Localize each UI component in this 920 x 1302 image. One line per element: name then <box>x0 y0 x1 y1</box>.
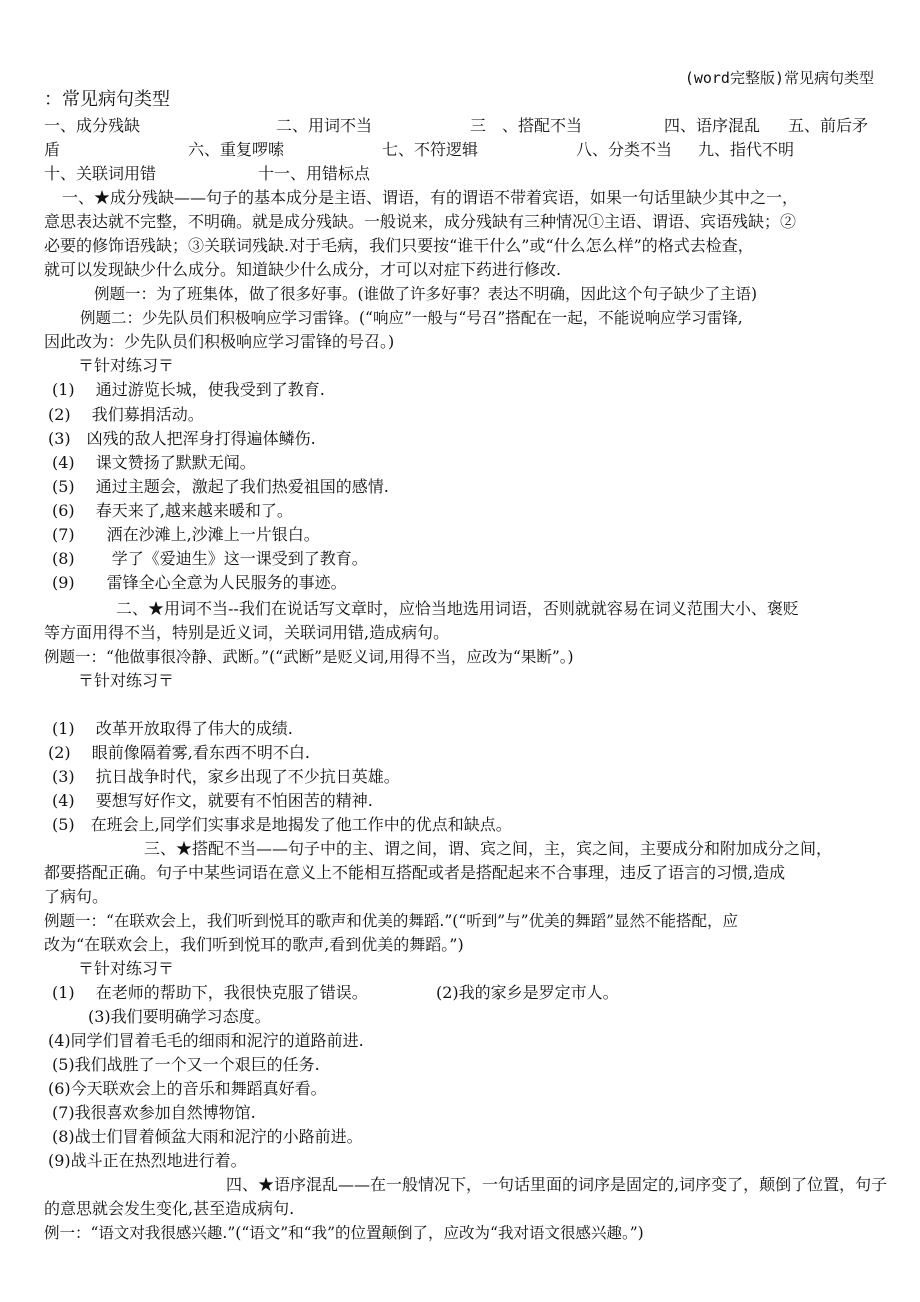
section1-example-2: 例题二：少先队员们积极响应学习雷锋。(“响应”一般与“号召”搭配在一起，不能说响应学习雷锋, <box>80 309 743 327</box>
practice-item: (1) 在老师的帮助下，我很快克服了错误。 <box>52 983 368 1002</box>
practice-item: (2) 眼前像隔着雾,看东西不明不白. <box>48 743 310 762</box>
section3-paragraph-line: 了病句。 <box>44 887 109 906</box>
running-header: (word完整版)常见病句类型 <box>684 69 874 87</box>
practice-item: (5)我们战胜了一个又一个艰巨的任务. <box>52 1055 320 1074</box>
practice-item: (6) 春天来了,越来越来暖和了。 <box>52 501 293 520</box>
section1-paragraph-line: 意思表达就不完整，不明确。就是成分残缺。一般说来，成分残缺有三种情况①主语、谓语、宾语残缺；② <box>44 212 797 231</box>
practice-item: (4) 课文赞扬了默默无闻。 <box>52 453 256 472</box>
category-7: 七、不符逻辑 <box>382 140 479 159</box>
category-9: 九、指代不明 <box>698 140 795 159</box>
category-row-1 <box>44 114 880 138</box>
section1-paragraph-line: 就可以发现缺少什么成分。知道缺少什么成分，才可以对症下药进行修改. <box>44 260 562 279</box>
practice-item: (5) 通过主题会，激起了我们热爱祖国的感情. <box>52 477 389 496</box>
section3-paragraph-line: 三、★搭配不当——句子中的主、谓之间，谓、宾之间，主，宾之间，主要成分和附加成分之间， <box>144 839 833 858</box>
category-8: 八、分类不当 <box>576 140 673 159</box>
practice-item: (7) 洒在沙滩上,沙滩上一片银白。 <box>52 525 320 544</box>
category-11: 十一、用错标点 <box>258 164 371 183</box>
practice-item: (8)战士们冒着倾盆大雨和泥泞的小路前进。 <box>52 1127 363 1146</box>
practice-item: (1) 通过游览长城，使我受到了教育. <box>52 380 325 399</box>
practice-item: (7)我很喜欢参加自然博物馆. <box>52 1103 256 1122</box>
category-6: 六、重复啰嗦 <box>188 140 285 159</box>
practice-item: (3)我们要明确学习态度。 <box>88 1007 271 1026</box>
category-10: 十、关联词用错 <box>44 164 157 183</box>
section1-paragraph-line: 一、★成分残缺——句子的基本成分是主语、谓语，有的谓语不带着宾语，如果一句话里缺少其中之一， <box>62 188 799 207</box>
category-2: 二、用词不当 <box>276 116 373 135</box>
category-1: 一、成分残缺 <box>44 116 141 135</box>
practice-item: (1) 改革开放取得了伟大的成绩. <box>52 719 293 738</box>
practice-item: (4) 要想写好作文，就要有不怕困苦的精神. <box>52 791 373 810</box>
practice-item: (3) 抗日战争时代，家乡出现了不少抗日英雄。 <box>52 767 400 786</box>
category-row-3 <box>44 162 880 186</box>
practice-item: (3) 凶残的敌人把浑身打得遍体鳞伤. <box>48 429 316 448</box>
practice-item: (8) 学了《爱迪生》这一课受到了教育。 <box>52 549 368 568</box>
section3-example-1: 例题一：“在联欢会上，我们听到悦耳的歌声和优美的舞蹈.”(“听到”与”优美的舞蹈”显然不能搭配，应 <box>44 912 739 930</box>
category-5: 五、前后矛 <box>788 116 869 135</box>
section2-paragraph-line: 二、★用词不当--我们在说话写文章时，应恰当地选用词语，否则就就容易在词义范围大小、褒贬 <box>116 599 799 618</box>
practice-item: (9)战斗正在热烈地进行着。 <box>48 1151 247 1170</box>
category-3: 三 、搭配不当 <box>470 116 583 135</box>
section1-example-2-cont: 因此改为：少先队员们积极响应学习雷锋的号召。) <box>44 332 395 351</box>
section2-paragraph-line: 等方面用得不当，特别是近义词，关联词用错,造成病句。 <box>44 623 450 642</box>
section4-paragraph-line: 的意思就会发生变化,甚至造成病句. <box>44 1199 295 1218</box>
section2-example-1: 例题一：“他做事很冷静、武断。”(“武断”是贬义词,用得不当，应改为“果断”。) <box>44 648 574 666</box>
section1-practice-title: 〒针对练习〒 <box>78 356 175 375</box>
section3-example-1-cont: 改为“在联欢会上，我们听到悦耳的歌声,看到优美的舞蹈。”) <box>44 935 464 954</box>
practice-item: (2)我的家乡是罗定市人。 <box>436 983 619 1002</box>
section2-practice-title: 〒针对练习〒 <box>78 671 175 690</box>
practice-item: (5) 在班会上,同学们实事求是地揭发了他工作中的优点和缺点。 <box>52 815 512 834</box>
category-row-2 <box>44 138 880 162</box>
section4-example-1: 例一：“语文对我很感兴趣.”(“语文”和“我”的位置颠倒了，应改为“我对语文很感兴趣。”) <box>44 1224 644 1242</box>
category-4: 四、语序混乱 <box>664 116 761 135</box>
page-title: ：常见病句类型 <box>44 89 170 110</box>
practice-item: (9) 雷锋全心全意为人民服务的事迹。 <box>52 573 347 592</box>
section1-example-1: 例题一：为了班集体，做了很多好事。(谁做了许多好事？表达不明确，因此这个句子缺少了主语) <box>94 285 758 303</box>
practice-item: (2) 我们募捐活动。 <box>48 405 204 424</box>
section1-paragraph-line: 必要的修饰语残缺；③关联词残缺.对于毛病，我们只要按“谁干什么”或“什么怎么样”的格式去检查， <box>44 236 754 255</box>
section3-practice-title: 〒针对练习〒 <box>78 959 175 978</box>
practice-item-row <box>44 981 880 1005</box>
section3-paragraph-line: 都要搭配正确。句子中某些词语在意义上不能相互搭配或者是搭配起来不合事理，违反了语言的习惯,造成 <box>44 863 786 882</box>
practice-item: (6)今天联欢会上的音乐和舞蹈真好看。 <box>48 1079 327 1098</box>
section4-paragraph-line: 四、★语序混乱——在一般情况下，一句话里面的词序是固定的,词序变了，颠倒了位置，句子 <box>226 1175 888 1194</box>
category-5-wrap: 盾 <box>44 140 61 159</box>
practice-item: (4)同学们冒着毛毛的细雨和泥泞的道路前进. <box>48 1031 364 1050</box>
